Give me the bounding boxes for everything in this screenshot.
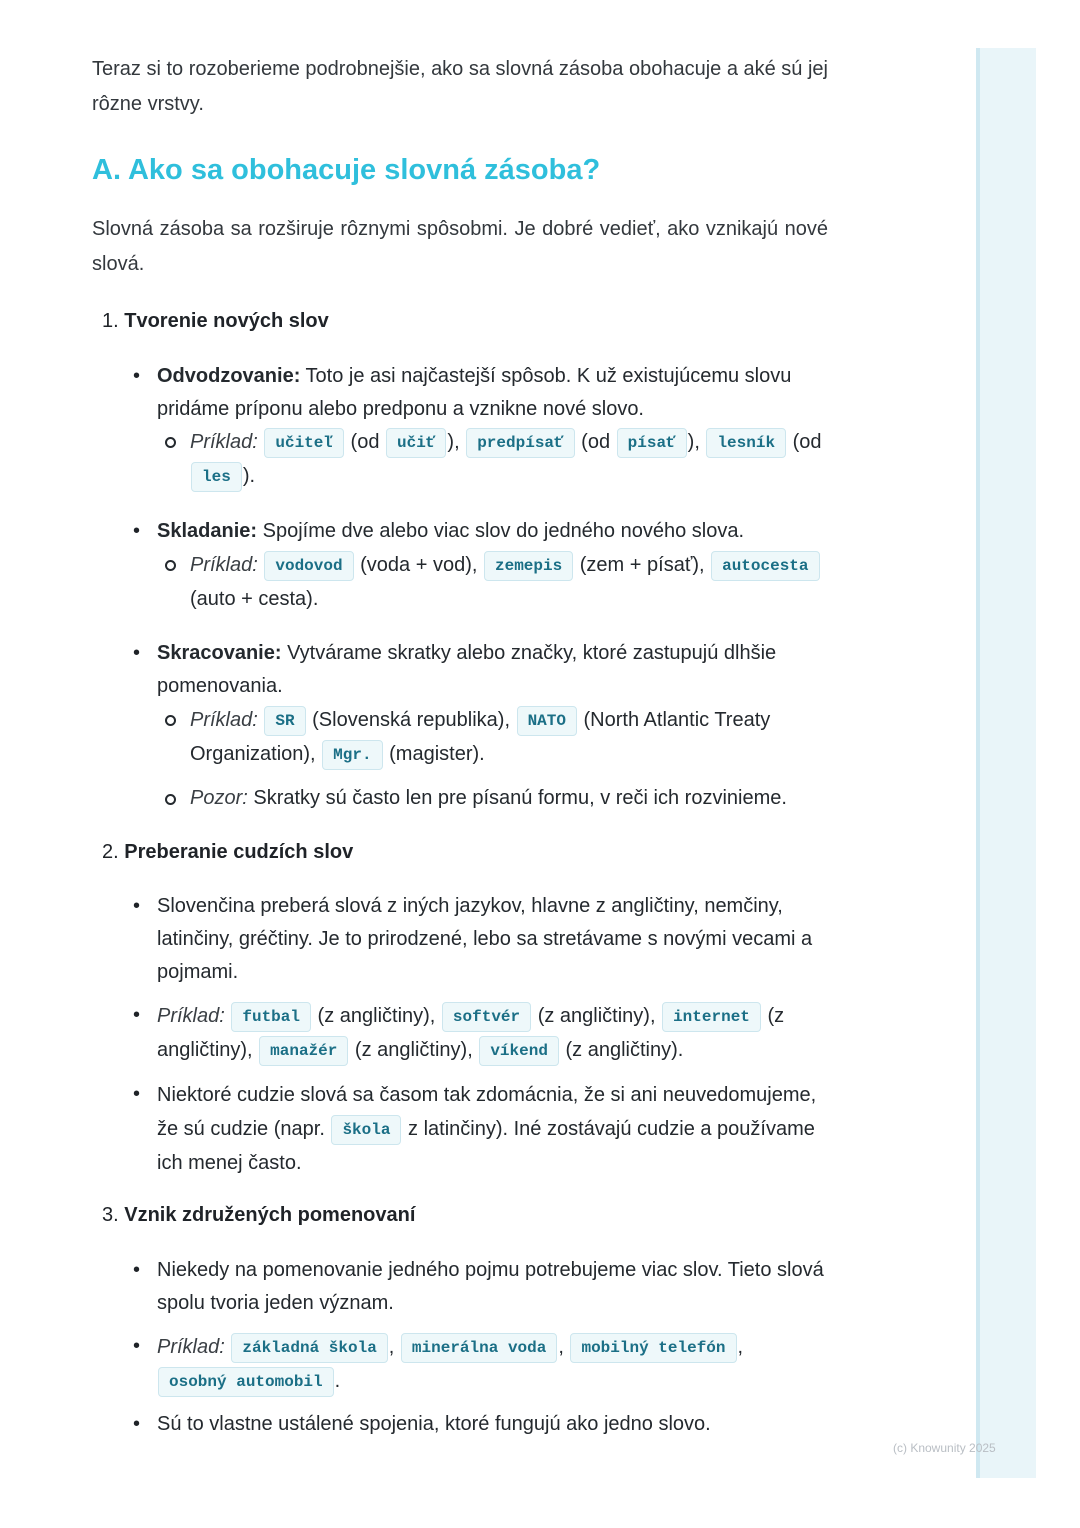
code-word: lesník (706, 428, 786, 458)
code-word: manažér (259, 1036, 348, 1066)
code-word: futbal (231, 1002, 311, 1032)
code-word: SR (264, 706, 305, 736)
section-intro-paragraph: Slovná zásoba sa rozširuje rôznymi spôsobmi. Je dobré vedieť, ako vznikajú nové slová. (92, 218, 828, 275)
code-word: autocesta (711, 551, 819, 581)
example-skracovanie: Príklad: SR (Slovenská republika), NATO (North Atlantic Treaty Organization), Mgr. (magister). (190, 703, 840, 771)
right-sidebar-decoration (976, 48, 1036, 1478)
bullet-ustalene: Sú to vlastne ustálené spojenia, ktoré fungujú ako jedno slovo. (157, 1413, 711, 1435)
bullet-dot: • (133, 895, 141, 917)
example-skladanie: Príklad: vodovod (voda + vod), zemepis (zem + písať), autocesta (auto + cesta). (190, 548, 840, 616)
code-word: učiteľ (264, 428, 344, 458)
bullet-skladanie: Skladanie: Spojíme dve alebo viac slov do jedného nového slova. (157, 520, 745, 542)
code-word: softvér (442, 1002, 531, 1032)
bullet-dot: • (133, 1413, 141, 1435)
code-word: základná škola (231, 1333, 387, 1363)
code-word: vodovod (264, 551, 353, 581)
example-preberanie: Príklad: futbal (z angličtiny), softvér (z angličtiny), internet (z angličtiny), manažér (z angličtiny), víkend (z angličtiny). (157, 999, 827, 1067)
code-word: zemepis (484, 551, 573, 581)
code-word: internet (662, 1002, 761, 1032)
code-word: učiť (386, 428, 446, 458)
code-word: les (191, 462, 242, 492)
list-item-3-title: 3. Vznik združených pomenovaní (102, 1204, 416, 1226)
bullet-dot: • (133, 642, 141, 664)
list-item-1-title: 1. Tvorenie nových slov (102, 310, 329, 332)
bullet-odvodzovanie: Odvodzovanie: Toto je asi najčastejší spôsob. K už existujúcemu slovu pridáme príponu alebo predponu a vznikne nové slovo. (157, 365, 792, 420)
bullet-preberanie: Slovenčina preberá slová z iných jazykov, hlavne z angličtiny, nemčiny, latinčiny, gréčtiny. Je to prirodzené, lebo sa stretávame s novými vecami a pojmami. (157, 895, 813, 983)
watermark: (c) Knowunity 2025 (893, 1441, 996, 1455)
code-word: NATO (517, 706, 577, 736)
bullet-dot: • (133, 1083, 141, 1105)
code-word: osobný automobil (158, 1367, 334, 1397)
example-zdruzene: Príklad: základná škola , minerálna voda , mobilný telefón , osobný automobil . (157, 1330, 827, 1398)
bullet-dot: • (133, 520, 141, 542)
code-word: víkend (479, 1036, 559, 1066)
list-item-2-title: 2. Preberanie cudzích slov (102, 841, 354, 863)
bullet-skracovanie: Skracovanie: Vytvárame skratky alebo značky, ktoré zastupujú dlhšie pomenovania. (157, 642, 777, 697)
bullet-zdruzene: Niekedy na pomenovanie jedného pojmu potrebujeme viac slov. Tieto slová spolu tvoria jeden význam. (157, 1259, 824, 1314)
bullet-zdomacnenie: Niektoré cudzie slová sa časom tak zdomácnia, že si ani neuvedomujeme, že sú cudzie (napr. škola z latinčiny). Iné zostávajú cudzie a používame ich menej často. (157, 1084, 817, 1174)
bullet-dot: • (133, 1335, 141, 1357)
section-heading: A. Ako sa obohacuje slovná zásoba? (92, 154, 601, 186)
sub-bullet-circle (165, 437, 176, 448)
code-word: písať (617, 428, 687, 458)
code-word: škola (331, 1115, 401, 1145)
note-skracovanie: Pozor: Skratky sú často len pre písanú formu, v reči ich rozvinieme. (190, 787, 787, 809)
code-word: mobilný telefón (570, 1333, 736, 1363)
code-word: predpísať (466, 428, 574, 458)
sub-bullet-circle (165, 560, 176, 571)
intro-paragraph: Teraz si to rozoberieme podrobnejšie, ako sa slovná zásoba obohacuje a aké sú jej rôzne vrstvy. (92, 58, 828, 115)
code-word: minerálna voda (401, 1333, 557, 1363)
bullet-dot: • (133, 365, 141, 387)
code-word: Mgr. (322, 740, 382, 770)
bullet-dot: • (133, 1259, 141, 1281)
sub-bullet-circle (165, 715, 176, 726)
sub-bullet-circle (165, 794, 176, 805)
bullet-dot: • (133, 1004, 141, 1026)
example-odvodzovanie: Príklad: učiteľ (od učiť ), predpísať (od písať ), lesník (od les ). (190, 425, 840, 493)
